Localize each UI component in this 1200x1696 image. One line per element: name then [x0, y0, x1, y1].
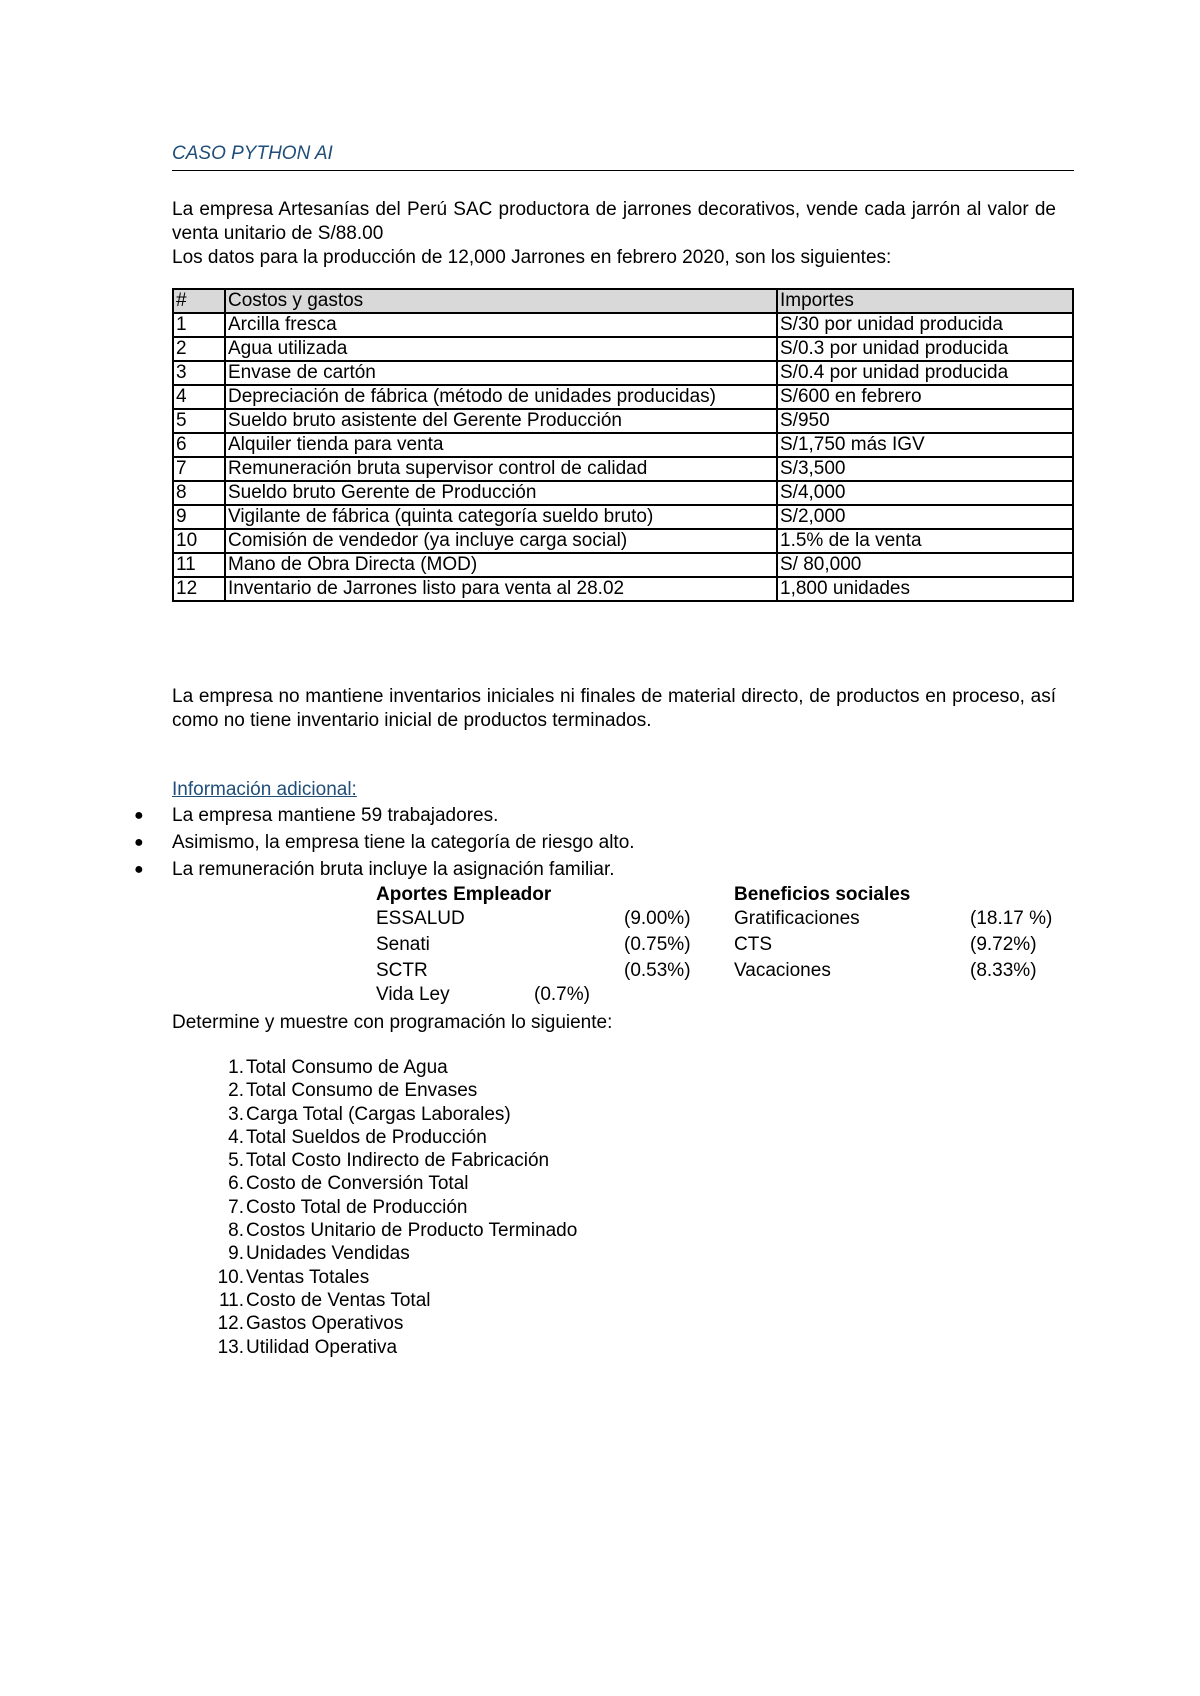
- bullet-icon: ●: [134, 861, 144, 878]
- task-text: Costo de Conversión Total: [246, 1173, 469, 1195]
- task-number: 3.: [228, 1103, 244, 1125]
- task-number: 7.: [228, 1196, 244, 1218]
- task-number: 6.: [228, 1173, 244, 1195]
- list-item-text: Asimismo, la empresa tiene la categoría de riesgo alto.: [172, 832, 635, 853]
- row-number: 10: [173, 529, 225, 553]
- table-row: [173, 313, 1073, 337]
- table-row: [173, 337, 1073, 361]
- row-number: 3: [173, 361, 225, 385]
- row-item: Arcilla fresca: [225, 313, 777, 337]
- additional-info-heading: Información adicional:: [172, 779, 357, 800]
- table-row: [173, 409, 1073, 433]
- row-item: Sueldo bruto asistente del Gerente Producción: [225, 409, 777, 433]
- aportes-item-rate: (0.53%): [624, 960, 691, 981]
- row-item: Comisión de vendedor (ya incluye carga social): [225, 529, 777, 553]
- aportes-item-name: Senati: [376, 934, 430, 955]
- row-number: 4: [173, 385, 225, 409]
- table-row: [173, 433, 1073, 457]
- bullet-icon: ●: [134, 807, 144, 824]
- task-text: Total Costo Indirecto de Fabricación: [246, 1150, 550, 1172]
- list-item: [134, 804, 635, 831]
- aportes-item-name: SCTR: [376, 960, 428, 981]
- header-costs: Costos y gastos: [225, 289, 777, 313]
- row-item: Envase de cartón: [225, 361, 777, 385]
- row-amount: S/ 80,000: [777, 553, 1073, 577]
- aportes-item-rate: (9.00%): [624, 908, 691, 929]
- table-header-row: [173, 289, 1073, 313]
- additional-info-list: [134, 804, 635, 885]
- beneficios-item-name: Gratificaciones: [734, 908, 860, 929]
- task-number: 5.: [228, 1150, 244, 1172]
- aportes-item-rate: (0.7%): [534, 984, 590, 1005]
- row-number: 9: [173, 505, 225, 529]
- inventory-paragraph: La empresa no mantiene inventarios iniciales ni finales de material directo, de productos en proceso, así como no tiene inventario inicial de productos terminados.: [172, 686, 1056, 731]
- task-text: Costo de Ventas Total: [246, 1289, 431, 1311]
- row-amount: 1,800 unidades: [777, 577, 1073, 601]
- row-item: Alquiler tienda para venta: [225, 433, 777, 457]
- case-title: CASO PYTHON AI: [172, 143, 333, 164]
- list-item: [134, 831, 635, 858]
- row-number: 8: [173, 481, 225, 505]
- row-number: 7: [173, 457, 225, 481]
- table-row: [173, 505, 1073, 529]
- row-item: Inventario de Jarrones listo para venta al 28.02: [225, 577, 777, 601]
- table-row: [173, 385, 1073, 409]
- task-text: Unidades Vendidas: [246, 1243, 410, 1265]
- task-number: 9.: [228, 1243, 244, 1265]
- beneficios-item-rate: (18.17 %): [970, 908, 1053, 929]
- aportes-item-rate: (0.75%): [624, 934, 691, 955]
- task-number: 11.: [218, 1289, 244, 1311]
- intro-line-2: Los datos para la producción de 12,000 Jarrones en febrero 2020, son los siguientes:: [172, 247, 892, 268]
- header-number: #: [173, 289, 225, 313]
- list-item-text: La empresa mantiene 59 trabajadores.: [172, 805, 499, 826]
- row-number: 12: [173, 577, 225, 601]
- row-amount: 1.5% de la venta: [777, 529, 1073, 553]
- row-number: 2: [173, 337, 225, 361]
- task-number: 1.: [228, 1057, 244, 1078]
- table-row: [173, 481, 1073, 505]
- row-item: Sueldo bruto Gerente de Producción: [225, 481, 777, 505]
- task-number: 8.: [228, 1220, 244, 1242]
- table-row: [173, 457, 1073, 481]
- beneficios-item-name: CTS: [734, 934, 772, 955]
- intro-line-1: La empresa Artesanías del Perú SAC productora de jarrones decorativos, vende cada jarrón al valor de venta unitario de S/88.00: [172, 199, 1056, 244]
- aportes-item-name: ESSALUD: [376, 908, 465, 929]
- row-item: Vigilante de fábrica (quinta categoría sueldo bruto): [225, 505, 777, 529]
- title-divider: [172, 170, 1074, 171]
- task-text: Gastos Operativos: [246, 1313, 404, 1335]
- beneficios-item-rate: (9.72%): [970, 934, 1037, 955]
- row-amount: S/3,500: [777, 457, 1073, 481]
- task-text: Ventas Totales: [246, 1266, 370, 1288]
- row-amount: S/600 en febrero: [777, 385, 1073, 409]
- task-text: Total Consumo de Agua: [246, 1057, 448, 1078]
- row-item: Mano de Obra Directa (MOD): [225, 553, 777, 577]
- row-item: Remuneración bruta supervisor control de calidad: [225, 457, 777, 481]
- task-text: Utilidad Operativa: [246, 1336, 398, 1358]
- row-amount: S/4,000: [777, 481, 1073, 505]
- table-row: [173, 529, 1073, 553]
- task-text: Total Consumo de Envases: [246, 1080, 478, 1102]
- row-amount: S/30 por unidad producida: [777, 313, 1073, 337]
- list-item: [134, 858, 635, 885]
- intro-text: [172, 198, 1056, 270]
- row-number: 5: [173, 409, 225, 433]
- row-number: 6: [173, 433, 225, 457]
- beneficios-item-name: Vacaciones: [734, 960, 831, 981]
- row-number: 1: [173, 313, 225, 337]
- header-amounts: Importes: [777, 289, 1073, 313]
- task-text: Total Sueldos de Producción: [246, 1126, 487, 1148]
- task-text: Carga Total (Cargas Laborales): [246, 1103, 511, 1125]
- table-row: [173, 361, 1073, 385]
- beneficios-heading: Beneficios sociales: [734, 884, 911, 905]
- bullet-icon: ●: [134, 834, 144, 851]
- task-text: Costos Unitario de Producto Terminado: [246, 1220, 578, 1242]
- task-number: 2.: [228, 1080, 244, 1102]
- row-item: Depreciación de fábrica (método de unidades producidas): [225, 385, 777, 409]
- row-amount: S/1,750 más IGV: [777, 433, 1073, 457]
- row-item: Agua utilizada: [225, 337, 777, 361]
- costs-table: [172, 288, 1074, 602]
- row-amount: S/2,000: [777, 505, 1073, 529]
- row-amount: S/950: [777, 409, 1073, 433]
- aportes-heading: Aportes Empleador: [376, 884, 552, 905]
- task-number: 10.: [217, 1266, 244, 1288]
- table-row: [173, 553, 1073, 577]
- aportes-item-name: Vida Ley: [376, 984, 450, 1005]
- task-number: 13.: [217, 1336, 244, 1358]
- task-text: Costo Total de Producción: [246, 1196, 468, 1218]
- determine-instruction: Determine y muestre con programación lo siguiente:: [172, 1012, 613, 1033]
- list-item-text: La remuneración bruta incluye la asignación familiar.: [172, 859, 615, 880]
- contributions-section: [172, 884, 1074, 1004]
- table-row: [173, 577, 1073, 601]
- row-amount: S/0.4 por unidad producida: [777, 361, 1073, 385]
- task-number: 4.: [228, 1126, 244, 1148]
- row-amount: S/0.3 por unidad producida: [777, 337, 1073, 361]
- beneficios-item-rate: (8.33%): [970, 960, 1037, 981]
- row-number: 11: [173, 553, 225, 577]
- task-number: 12.: [217, 1313, 244, 1335]
